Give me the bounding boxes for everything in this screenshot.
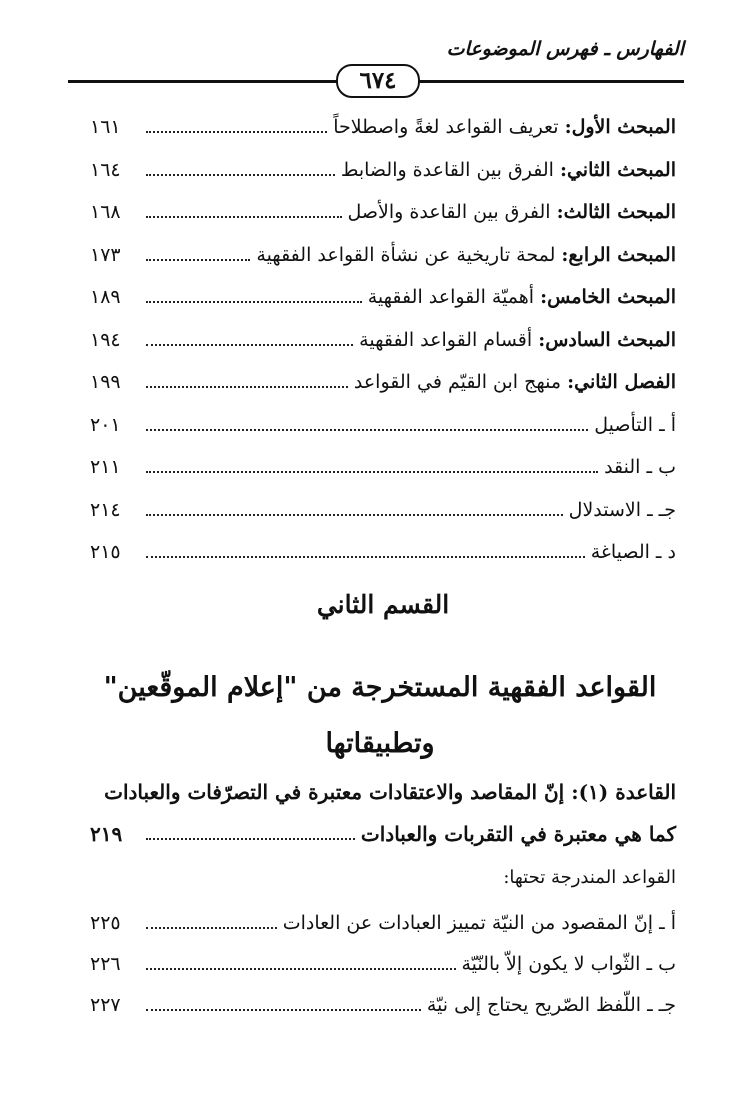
toc-entry-page: ٢١٤ [90, 498, 121, 521]
sub-entry-text: أ ـ إنّ المقصود من النيّة تمييز العبادات عن العادات [282, 911, 676, 934]
toc-entry-label: المبحث الأول: [564, 116, 676, 139]
main-title-line1: القواعد الفقهية المستخرجة من "إعلام الموقّعين" [103, 672, 657, 703]
toc-entry [90, 489, 676, 532]
dot-leader [146, 514, 563, 516]
toc-entry-text: ب ـ النقد [604, 456, 676, 479]
dot-leader [146, 471, 598, 473]
toc-entry-page: ١٩٩ [90, 371, 121, 394]
dot-leader [146, 927, 277, 929]
dot-leader [146, 174, 335, 176]
toc-entry-page: ١٦١ [90, 116, 121, 139]
page-number: ٦٧٤ [336, 64, 420, 98]
rule-page: ٢١٩ [90, 822, 123, 846]
main-title-line2: وتطبيقاتها [325, 728, 435, 759]
sub-entry-page: ٢٢٧ [90, 993, 121, 1016]
sub-entry [90, 902, 676, 943]
toc-entry-page: ١٦٤ [90, 158, 121, 181]
rule-block [90, 770, 676, 1025]
dot-leader [146, 216, 342, 218]
running-title: الفهارس ـ فهرس الموضوعات [446, 38, 684, 60]
sub-entry-page: ٢٢٥ [90, 911, 121, 934]
toc-entry-text: منهج ابن القيّم في القواعد [353, 371, 562, 394]
sub-heading: القواعد المندرجة تحتها: [503, 867, 676, 888]
rule-line2-text: كما هي معتبرة في التقربات والعبادات [360, 822, 676, 846]
toc-entry-page: ٢١٥ [90, 541, 121, 564]
sub-entry-page: ٢٢٦ [90, 952, 121, 975]
page-header [68, 32, 684, 102]
toc-entry [90, 446, 676, 489]
dot-leader [146, 838, 355, 840]
toc-entry-label: المبحث الثالث: [556, 201, 676, 224]
dot-leader [146, 301, 362, 303]
dot-leader [146, 344, 353, 346]
toc-entry-page: ١٩٤ [90, 328, 121, 351]
dot-leader [146, 131, 327, 133]
dot-leader [146, 968, 456, 970]
main-title [80, 660, 680, 772]
toc-entry [90, 191, 676, 234]
toc-entry-text: تعريف القواعد لغةً واصطلاحاً [333, 116, 559, 139]
dot-leader [146, 386, 348, 388]
toc-entry [90, 149, 676, 192]
toc-entry-text: أ ـ التأصيل [594, 413, 676, 436]
sub-entry-text: جـ ـ اللّفظ الصّريح يحتاج إلى نيّة [426, 993, 676, 1016]
toc-entry [90, 361, 676, 404]
toc-list [90, 106, 676, 574]
toc-entry-text: د ـ الصياغة [590, 541, 676, 564]
toc-entry-label: المبحث السادس: [538, 328, 676, 351]
section-title: القسم الثاني [316, 590, 450, 619]
sub-list [90, 902, 676, 1025]
toc-entry-text: الفرق بين القاعدة والضابط [340, 158, 554, 181]
toc-entry [90, 276, 676, 319]
toc-entry-label: المبحث الخامس: [540, 286, 676, 309]
toc-entry-text: الفرق بين القاعدة والأصل [347, 201, 551, 224]
toc-entry-label: المبحث الثاني: [559, 158, 676, 181]
rule-line2 [90, 814, 676, 854]
sub-entry [90, 984, 676, 1025]
toc-entry-label: الفصل الثاني: [567, 371, 676, 394]
sub-entry-text: ب ـ الثّواب لا يكون إلاّ بالنّيّة [461, 952, 676, 975]
toc-entry [90, 234, 676, 277]
toc-entry-page: ٢٠١ [90, 413, 121, 436]
dot-leader [146, 259, 250, 261]
dot-leader [146, 556, 585, 558]
toc-entry-label: المبحث الرابع: [561, 243, 676, 266]
dot-leader [146, 429, 588, 431]
toc-entry-page: ١٧٣ [90, 243, 121, 266]
toc-entry-page: ١٨٩ [90, 286, 121, 309]
toc-entry [90, 531, 676, 574]
toc-entry [90, 106, 676, 149]
toc-entry-text: لمحة تاريخية عن نشأة القواعد الفقهية [256, 243, 556, 266]
sub-entry [90, 943, 676, 984]
toc-entry-text: أقسام القواعد الفقهية [359, 328, 533, 351]
toc-entry-text: جـ ـ الاستدلال [568, 498, 676, 521]
rule-line1: القاعدة (١): إنّ المقاصد والاعتقادات معتبرة في التصرّفات والعبادات [104, 780, 676, 804]
toc-entry-text: أهميّة القواعد الفقهية [367, 286, 535, 309]
toc-entry [90, 404, 676, 447]
toc-entry-page: ٢١١ [90, 456, 121, 479]
dot-leader [146, 1009, 421, 1011]
toc-entry-page: ١٦٨ [90, 201, 121, 224]
toc-entry [90, 319, 676, 362]
